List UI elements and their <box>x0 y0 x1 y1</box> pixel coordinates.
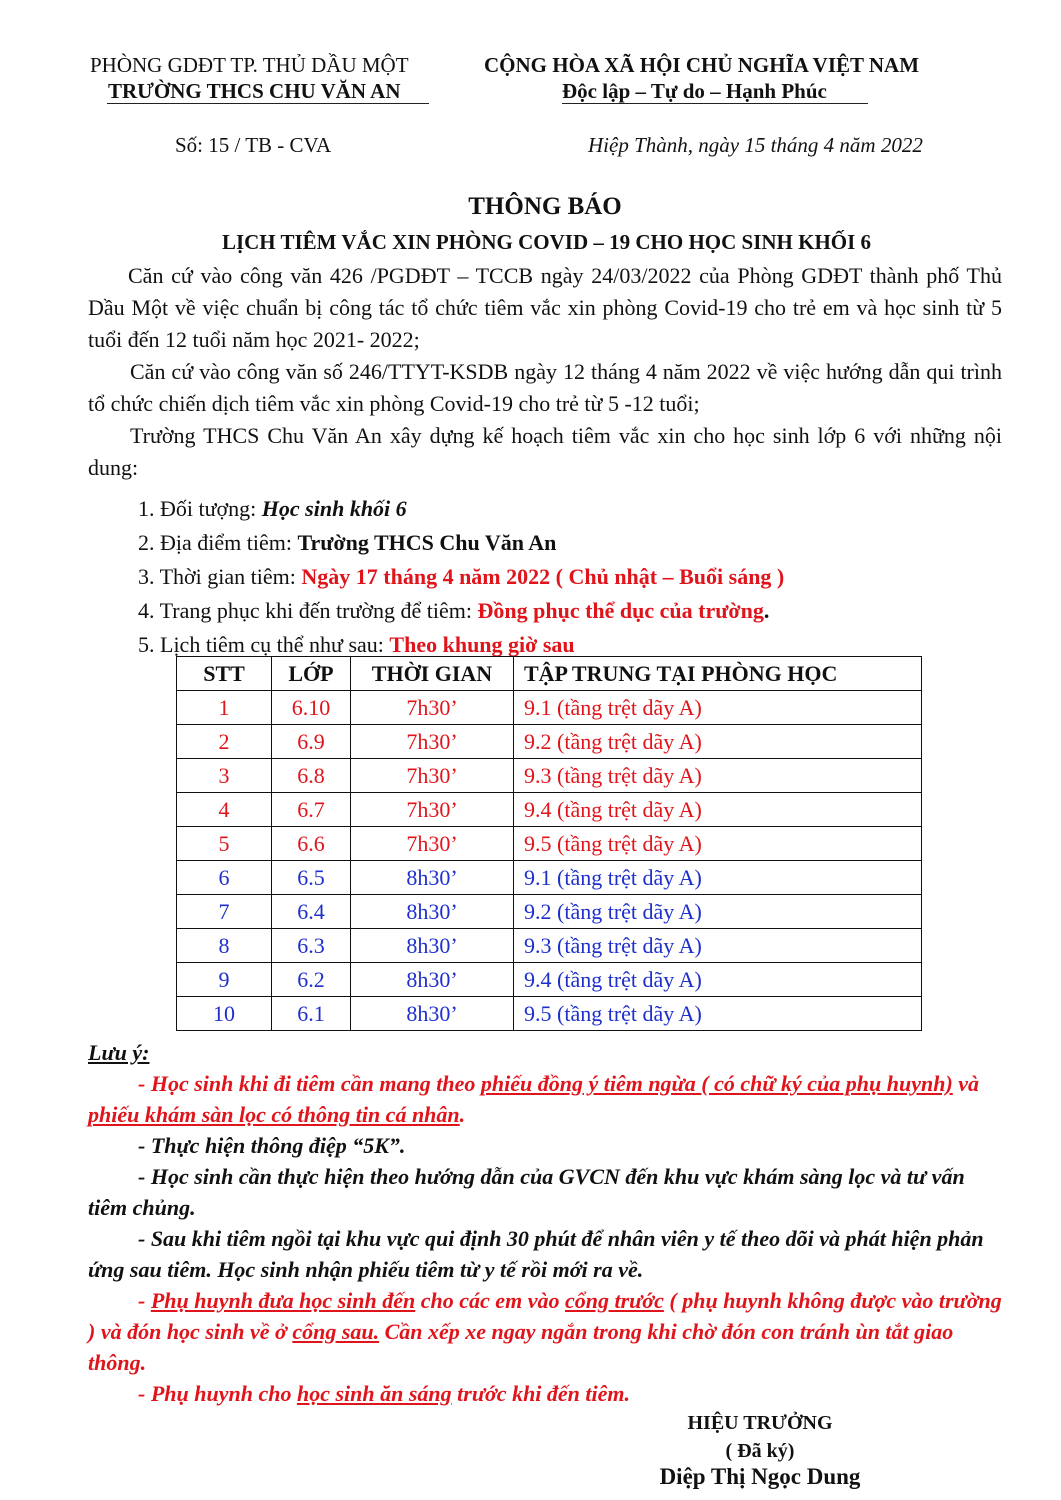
note-text: cho các em vào <box>415 1288 565 1313</box>
cell-class: 6.8 <box>272 759 351 793</box>
cell-stt: 9 <box>177 963 272 997</box>
cell-class: 6.2 <box>272 963 351 997</box>
page-subtitle: LỊCH TIÊM VẮC XIN PHÒNG COVID – 19 CHO HỌC SINH KHỐI 6 <box>221 230 872 254</box>
table-row <box>177 861 922 895</box>
header-divider-left <box>107 103 429 104</box>
motto: Độc lập – Tự do – Hạnh Phúc <box>562 79 827 103</box>
cell-class: 6.5 <box>272 861 351 895</box>
cell-stt: 7 <box>177 895 272 929</box>
note-text: trước khi đến tiêm. <box>451 1381 631 1406</box>
note-text: Cần xếp xe ngay ngắn trong khi chờ đón con tránh ùn tắt giao thông. <box>88 1319 954 1375</box>
cell-class: 6.9 <box>272 725 351 759</box>
signature-role: HIỆU TRƯỞNG <box>687 1412 833 1434</box>
table-row <box>177 963 922 997</box>
paragraph-basis-2: Căn cứ vào công văn số 246/TTYT-KSDB ngày 12 tháng 4 năm 2022 về việc hướng dẫn qui trình tổ chức chiến dịch tiêm vắc xin phòng Covid-19 cho trẻ từ 5 -12 tuổi; <box>88 359 1002 416</box>
cell-time: 7h30’ <box>351 725 514 759</box>
table-row <box>177 827 922 861</box>
cell-time: 7h30’ <box>351 759 514 793</box>
table-row <box>177 793 922 827</box>
cell-room: 9.1 (tầng trệt dãy A) <box>514 691 922 725</box>
item-value: Ngày 17 tháng 4 năm 2022 ( Chủ nhật – Buổi sáng ) <box>301 564 785 589</box>
note-text: ( phụ huynh không được vào trường ) và đón học sinh về ở <box>88 1288 1002 1344</box>
cell-time: 8h30’ <box>351 861 514 895</box>
cell-room: 9.4 (tầng trệt dãy A) <box>514 963 922 997</box>
cell-time: 8h30’ <box>351 895 514 929</box>
item-label: 2. Địa điểm tiêm: <box>138 530 298 555</box>
note-text: cổng trước <box>564 1288 664 1313</box>
table-header-row <box>177 657 922 691</box>
country-name: CỘNG HÒA XÃ HỘI CHỦ NGHĨA VIỆT NAM <box>484 53 920 77</box>
paragraph-basis-1: Căn cứ vào công văn 426 /PGDĐT – TCCB ngày 24/03/2022 của Phòng GDĐT thành phố Thủ Dầu Một về việc chuẩn bị công tác tổ chức tiêm vắc xin phòng Covid-19 cho trẻ em và học sinh từ 5 tuổi đến 12 tuổi năm học 2021- 2022; <box>88 263 1002 352</box>
header-divider-right <box>562 103 868 104</box>
column-header-room: TẬP TRUNG TẠI PHÒNG HỌC <box>514 657 922 691</box>
cell-time: 8h30’ <box>351 997 514 1031</box>
signature-status: ( Đã ký) <box>725 1440 795 1462</box>
table-row <box>177 725 922 759</box>
cell-stt: 2 <box>177 725 272 759</box>
table-row <box>177 929 922 963</box>
note-text: phiếu khám sàn lọc có thông tin cá nhân <box>88 1102 460 1127</box>
paragraph-plan: Trường THCS Chu Văn An xây dựng kế hoạch tiêm vắc xin cho học sinh lớp 6 với những nội dung: <box>88 423 1002 480</box>
list-item <box>138 526 784 560</box>
note-text: phiếu đồng ý tiêm ngừa ( có chữ ký của phụ huynh) <box>480 1071 953 1096</box>
item-label: 5. Lịch tiêm cụ thể như sau: <box>138 632 390 657</box>
cell-time: 8h30’ <box>351 929 514 963</box>
notes-heading: Lưu ý: <box>88 1040 150 1065</box>
cell-stt: 8 <box>177 929 272 963</box>
note-text: cổng sau. <box>292 1319 380 1344</box>
document-number: Số: 15 / TB - CVA <box>175 133 332 157</box>
page-title: THÔNG BÁO <box>468 193 622 220</box>
list-item <box>138 492 784 526</box>
schedule-table <box>176 656 922 1031</box>
item-value: Đồng phục thể dục của trường <box>477 598 764 623</box>
note-text: - <box>138 1288 151 1313</box>
item-label: 1. Đối tượng: <box>138 496 262 521</box>
cell-class: 6.6 <box>272 827 351 861</box>
cell-time: 7h30’ <box>351 793 514 827</box>
cell-room: 9.3 (tầng trệt dãy A) <box>514 759 922 793</box>
cell-room: 9.5 (tầng trệt dãy A) <box>514 827 922 861</box>
note-text: học sinh ăn sáng <box>296 1381 452 1406</box>
cell-stt: 10 <box>177 997 272 1031</box>
schedule-rows <box>177 691 922 1031</box>
cell-time: 7h30’ <box>351 691 514 725</box>
school-name: TRƯỜNG THCS CHU VĂN AN <box>108 79 401 103</box>
body-text <box>88 260 1002 484</box>
cell-stt: 5 <box>177 827 272 861</box>
note-item <box>88 1068 1002 1130</box>
cell-stt: 3 <box>177 759 272 793</box>
cell-room: 9.2 (tầng trệt dãy A) <box>514 895 922 929</box>
cell-class: 6.10 <box>272 691 351 725</box>
plan-items <box>138 492 784 662</box>
column-header-time: THỜI GIAN <box>351 657 514 691</box>
table-row <box>177 997 922 1031</box>
cell-room: 9.2 (tầng trệt dãy A) <box>514 725 922 759</box>
column-header-stt: STT <box>177 657 272 691</box>
note-text: - Phụ huynh cho <box>138 1381 297 1406</box>
item-suffix: . <box>763 598 770 623</box>
department-name: PHÒNG GDĐT TP. THỦ DẦU MỘT <box>90 53 409 77</box>
cell-class: 6.3 <box>272 929 351 963</box>
list-item <box>138 560 784 594</box>
cell-class: 6.7 <box>272 793 351 827</box>
cell-time: 8h30’ <box>351 963 514 997</box>
cell-stt: 4 <box>177 793 272 827</box>
item-value: Học sinh khối 6 <box>261 496 407 521</box>
cell-room: 9.5 (tầng trệt dãy A) <box>514 997 922 1031</box>
table-row <box>177 691 922 725</box>
cell-room: 9.4 (tầng trệt dãy A) <box>514 793 922 827</box>
cell-room: 9.3 (tầng trệt dãy A) <box>514 929 922 963</box>
signature-name: Diệp Thị Ngọc Dung <box>659 1464 861 1489</box>
column-header-class: LỚP <box>272 657 351 691</box>
notes <box>88 1068 1002 1409</box>
list-item <box>138 594 784 628</box>
cell-class: 6.1 <box>272 997 351 1031</box>
cell-class: 6.4 <box>272 895 351 929</box>
item-value: Trường THCS Chu Văn An <box>297 530 557 555</box>
item-label: 3. Thời gian tiêm: <box>138 564 302 589</box>
item-label: 4. Trang phục khi đến trường để tiêm: <box>138 598 478 623</box>
note-item: - Sau khi tiêm ngồi tại khu vực qui định 30 phút để nhân viên y tế theo dõi và phát hiện phản ứng sau tiêm. Học sinh nhận phiếu tiêm từ y tế rồi mới ra về. <box>88 1226 984 1282</box>
table-row <box>177 895 922 929</box>
note-item <box>88 1378 1002 1409</box>
table-row <box>177 759 922 793</box>
item-value: Theo khung giờ sau <box>389 632 575 657</box>
cell-stt: 1 <box>177 691 272 725</box>
note-text: và <box>952 1071 980 1096</box>
cell-room: 9.1 (tầng trệt dãy A) <box>514 861 922 895</box>
note-item: - Học sinh cần thực hiện theo hướng dẫn của GVCN đến khu vực khám sàng lọc và tư vấn tiêm chủng. <box>88 1164 965 1220</box>
note-text: - Học sinh khi đi tiêm cần mang theo <box>138 1071 481 1096</box>
note-text: . <box>459 1102 466 1127</box>
note-item: - Thực hiện thông điệp “5K”. <box>138 1133 406 1158</box>
note-item <box>88 1285 1002 1378</box>
cell-stt: 6 <box>177 861 272 895</box>
document-date: Hiệp Thành, ngày 15 tháng 4 năm 2022 <box>588 133 923 157</box>
note-text: Phụ huynh đưa học sinh đến <box>150 1288 416 1313</box>
cell-time: 7h30’ <box>351 827 514 861</box>
